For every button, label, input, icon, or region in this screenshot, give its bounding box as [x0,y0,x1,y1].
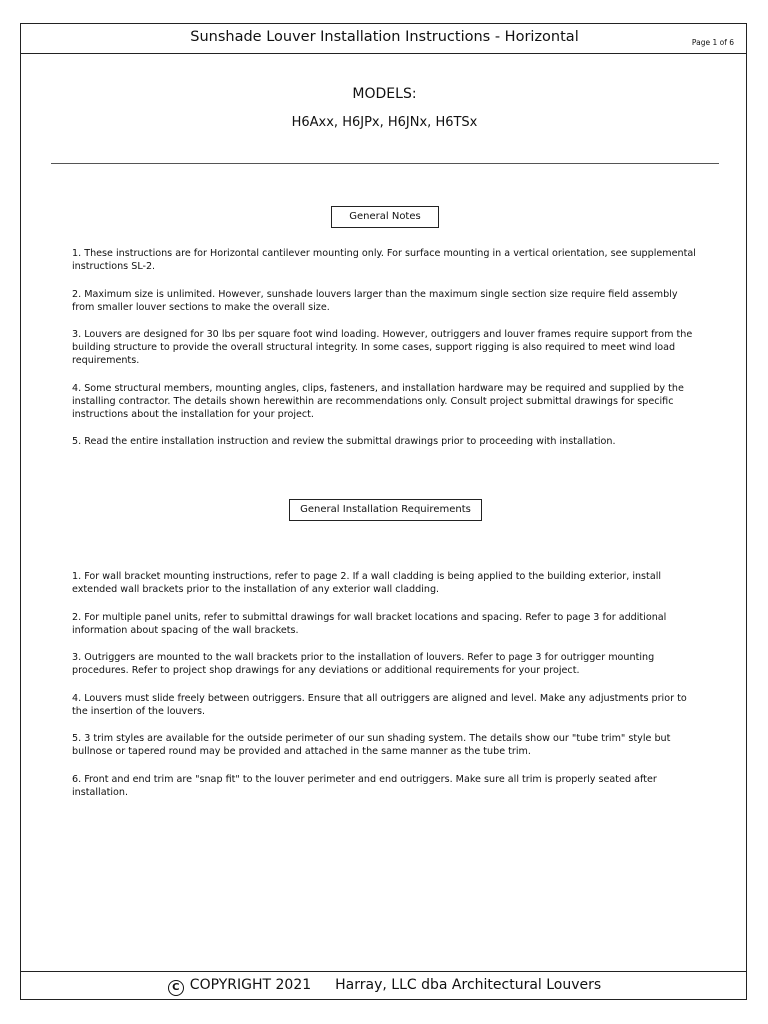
footer [21,977,748,996]
general-note-item: 4. Some structural members, mounting angles, clips, fasteners, and installation hardware may be required and supplied by the installing contractor. The details shown herewithin are recommendations only. Consult project submittal drawings for specific instructions about the installation for your project. [72,382,684,420]
footer-divider [21,971,746,972]
installation-requirement-item: 5. 3 trim styles are available for the outside perimeter of our sun shading system. The details show our "tube trim" style but bullnose or tapered round may be provided and attached in the same manner as the tube trim. [72,733,671,757]
general-note-item: 1. These instructions are for Horizontal cantilever mounting only. For surface mounting in a vertical orientation, see supplemental instructions SL-2. [72,248,696,272]
installation-requirements-list [72,570,698,813]
copyright-text: COPYRIGHT 2021 [189,977,312,993]
models-list: H6Axx, H6JPx, H6JNx, H6TSx [291,115,478,130]
general-note-item: 2. Maximum size is unlimited. However, sunshade louvers larger than the maximum single section size require field assembly from smaller louver sections to make the overall size. [72,288,678,313]
document-title: Sunshade Louver Installation Instructions - Horizontal [190,29,579,45]
general-notes-heading: General Notes [331,206,439,228]
installation-requirements-heading: General Installation Requirements [289,499,482,521]
general-notes-list [72,247,698,463]
copyright-icon: C [168,980,184,996]
general-note-item: 3. Louvers are designed for 30 lbs per square foot wind loading. However, outriggers and louver frames require support from the building structure to provide the overall structural integrity. In some cases, support rigging is also required to meet wind load requirements. [72,329,693,366]
header-divider [21,53,746,54]
general-note-item: 5. Read the entire installation instruction and review the submittal drawings prior to proceeding with installation. [72,436,616,447]
company-name: Harray, LLC dba Architectural Louvers [335,977,602,993]
models-divider [51,163,719,164]
installation-requirement-item: 4. Louvers must slide freely between outriggers. Ensure that all outriggers are aligned and level. Make any adjustments prior to the insertion of the louvers. [72,692,687,717]
page-number: Page 1 of 6 [691,38,734,47]
installation-requirement-item: 2. For multiple panel units, refer to submittal drawings for wall bracket locations and spacing. Refer to page 3 for additional information about spacing of the wall brackets. [72,611,667,636]
models-label: MODELS: [352,86,417,102]
installation-requirement-item: 6. Front and end trim are "snap fit" to the louver perimeter and end outriggers. Make sure all trim is properly seated after installation. [72,773,657,798]
document-page-frame [20,23,747,1000]
installation-requirement-item: 3. Outriggers are mounted to the wall brackets prior to the installation of louvers. Refer to page 3 for outrigger mounting procedures. Refer to project shop drawings for any deviations or additional requirements for your project. [72,652,655,676]
installation-requirement-item: 1. For wall bracket mounting instructions, refer to page 2. If a wall cladding is being applied to the building exterior, install extended wall brackets prior to the installation of any exterior wall cladding. [72,571,662,595]
